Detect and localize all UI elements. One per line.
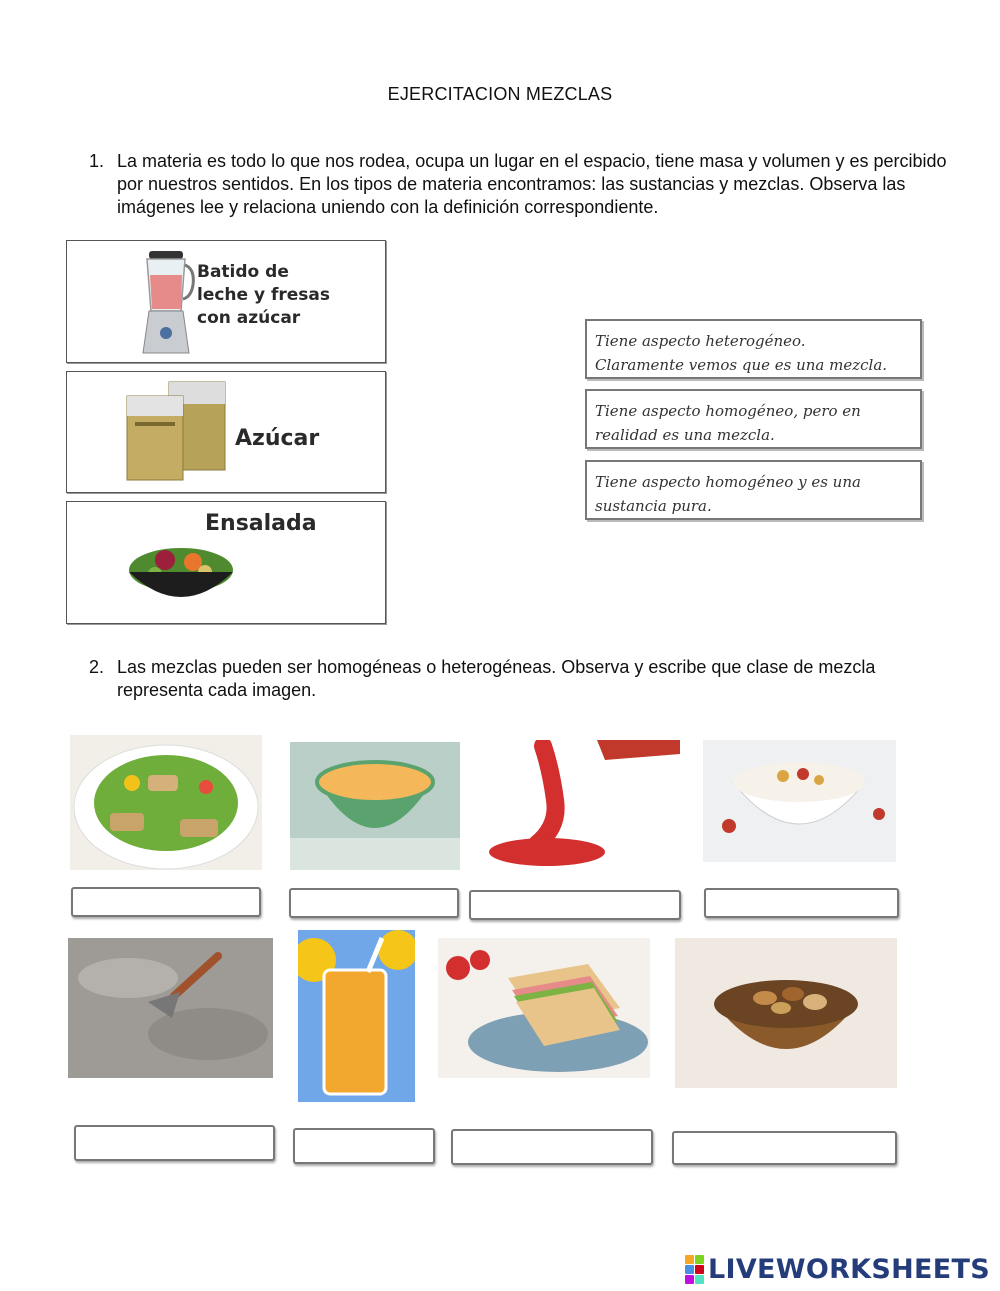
sandwich-icon — [438, 938, 650, 1078]
answer-field-8[interactable] — [672, 1131, 897, 1165]
definition-pure-substance[interactable]: Tiene aspecto homogéneo y es una sustancia pura. — [585, 460, 922, 520]
liveworksheets-brand — [685, 1252, 990, 1286]
sugar-bags-icon — [121, 378, 229, 482]
definition-homogeneous-mixture[interactable]: Tiene aspecto homogéneo, pero en realidad es una mezcla. — [585, 389, 922, 449]
answer-field-3[interactable] — [469, 890, 681, 920]
question-2-number: 2. — [89, 657, 105, 677]
orange-juice-icon — [298, 930, 415, 1102]
liveworksheets-logo-icon — [685, 1255, 704, 1284]
question-1-text: La materia es todo lo que nos rodea, ocupa un lugar en el espacio, tiene masa y volumen y es percibido por nuestros sentidos. En los tipos de materia encontramos: las sustancias y mezclas. Observa las imágenes lee y relaciona uniendo con la definición correspondiente. — [117, 151, 947, 217]
chicken-salad-icon — [70, 735, 262, 870]
puree-bowl-icon — [290, 742, 460, 870]
card-batido[interactable] — [66, 240, 386, 363]
answer-field-2[interactable] — [289, 888, 459, 918]
answer-field-5[interactable] — [74, 1125, 275, 1161]
answer-field-7[interactable] — [451, 1129, 653, 1165]
question-2 — [0, 656, 1000, 704]
blender-icon — [137, 249, 195, 357]
definition-heterogeneous[interactable]: Tiene aspecto heterogéneo. Claramente vemos que es una mezcla. — [585, 319, 922, 379]
cereal-yogurt-icon — [703, 740, 896, 862]
question-1 — [0, 150, 1000, 220]
salad-bowl-icon — [125, 540, 237, 610]
card-ensalada[interactable] — [66, 501, 386, 624]
question-2-text: Las mezclas pueden ser homogéneas o heterogéneas. Observa y escribe que clase de mezcla representa cada imagen. — [117, 657, 876, 700]
page-title: EJERCITACION MEZCLAS — [387, 84, 613, 104]
question-1-number: 1. — [89, 151, 105, 171]
cement-trowel-icon — [68, 938, 273, 1078]
answer-field-6[interactable] — [293, 1128, 435, 1164]
nuts-bowl-icon — [675, 938, 897, 1088]
card-azucar-label: Azúcar — [235, 426, 320, 451]
brand-text: LIVEWORKSHEETS — [707, 1253, 990, 1285]
card-azucar[interactable] — [66, 371, 386, 493]
answer-field-4[interactable] — [704, 888, 899, 918]
answer-field-1[interactable] — [71, 887, 261, 917]
card-ensalada-label: Ensalada — [205, 511, 317, 536]
ketchup-icon — [485, 740, 680, 870]
card-batido-label: Batido de leche y fresas con azúcar — [197, 262, 331, 328]
